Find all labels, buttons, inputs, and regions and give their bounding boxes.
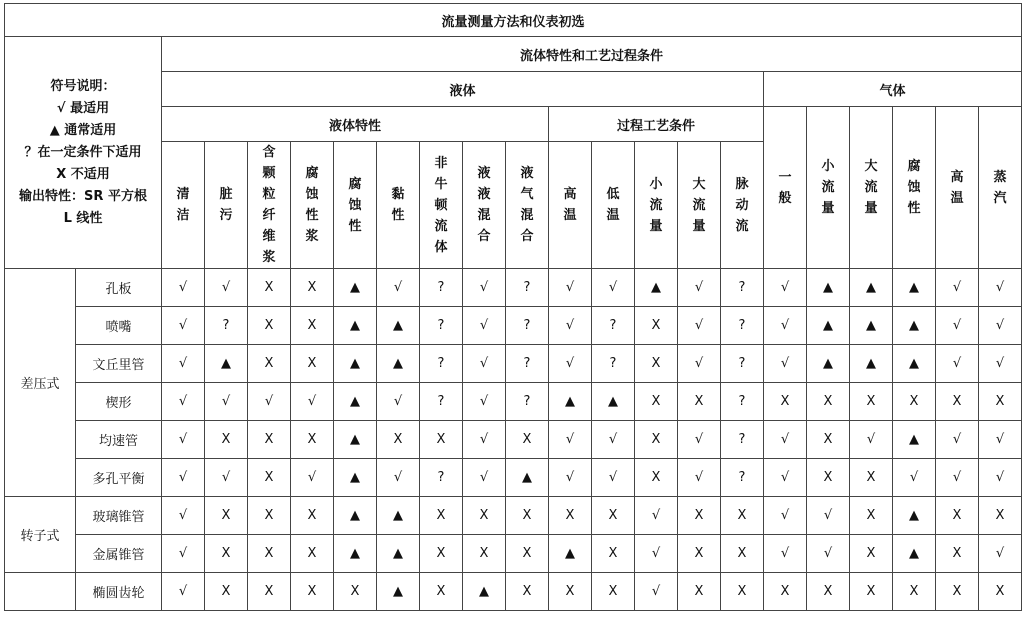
suitability-cell: ?: [721, 269, 764, 307]
column-header-label: 液气混合: [520, 166, 534, 244]
column-header-label: 腐蚀性: [348, 176, 362, 234]
suitability-cell: X: [549, 573, 592, 611]
table-row: [5, 497, 1022, 535]
suitability-cell: √: [162, 459, 205, 497]
suitability-cell: √: [893, 459, 936, 497]
suitability-cell: √: [463, 269, 506, 307]
suitability-cell: X: [334, 573, 377, 611]
suitability-cell: √: [592, 269, 635, 307]
suitability-cell: √: [592, 421, 635, 459]
suitability-cell: ▲: [377, 535, 420, 573]
table-row: [5, 535, 1022, 573]
suitability-cell: X: [807, 421, 850, 459]
suitability-cell: X: [635, 345, 678, 383]
suitability-cell: √: [162, 345, 205, 383]
header-process-conditions: 过程工艺条件: [549, 107, 764, 142]
suitability-cell: X: [936, 573, 979, 611]
column-header-label: 腐蚀性浆: [305, 166, 319, 244]
suitability-cell: X: [764, 383, 807, 421]
suitability-cell: √: [162, 307, 205, 345]
table-row: [5, 383, 1022, 421]
suitability-cell: ▲: [893, 497, 936, 535]
suitability-cell: X: [420, 535, 463, 573]
suitability-cell: X: [936, 383, 979, 421]
suitability-cell: ▲: [205, 345, 248, 383]
column-header: [807, 107, 850, 269]
suitability-cell: √: [764, 497, 807, 535]
suitability-cell: √: [549, 421, 592, 459]
suitability-cell: √: [248, 383, 291, 421]
suitability-cell: X: [291, 535, 334, 573]
column-header: [936, 107, 979, 269]
suitability-cell: √: [979, 421, 1022, 459]
suitability-cell: X: [506, 573, 549, 611]
suitability-cell: √: [764, 269, 807, 307]
meter-name-cell: 玻璃锥管: [76, 497, 162, 535]
column-header: [549, 142, 592, 269]
suitability-cell: √: [979, 459, 1022, 497]
suitability-cell: √: [850, 421, 893, 459]
suitability-cell: ▲: [850, 345, 893, 383]
suitability-cell: √: [162, 269, 205, 307]
suitability-cell: ▲: [377, 307, 420, 345]
suitability-cell: √: [592, 459, 635, 497]
column-header: [463, 142, 506, 269]
suitability-cell: √: [549, 345, 592, 383]
suitability-cell: √: [764, 459, 807, 497]
suitability-cell: ▲: [807, 345, 850, 383]
suitability-cell: ▲: [893, 535, 936, 573]
column-header: [377, 142, 420, 269]
suitability-cell: X: [248, 307, 291, 345]
suitability-cell: X: [248, 535, 291, 573]
column-header-label: 脉动流: [735, 176, 749, 234]
symbol-legend: [5, 37, 162, 269]
header-liquid: 液体: [162, 72, 764, 107]
flowmeter-selection-table: [4, 3, 1022, 611]
suitability-cell: ▲: [334, 421, 377, 459]
meter-name-cell: 均速管: [76, 421, 162, 459]
suitability-cell: ?: [506, 383, 549, 421]
suitability-cell: X: [635, 421, 678, 459]
suitability-cell: X: [506, 421, 549, 459]
suitability-cell: √: [205, 269, 248, 307]
column-header: [334, 142, 377, 269]
suitability-cell: X: [850, 497, 893, 535]
column-header: [850, 107, 893, 269]
suitability-cell: √: [205, 383, 248, 421]
suitability-cell: X: [291, 345, 334, 383]
suitability-cell: X: [205, 421, 248, 459]
suitability-cell: X: [377, 421, 420, 459]
suitability-cell: √: [463, 383, 506, 421]
suitability-cell: ?: [420, 459, 463, 497]
legend-line: √ 最适用: [56, 100, 110, 116]
suitability-cell: X: [979, 497, 1022, 535]
suitability-cell: X: [248, 497, 291, 535]
meter-name-cell: 孔板: [76, 269, 162, 307]
legend-line: ？在一定条件下适用: [24, 144, 142, 160]
meter-name-cell: 金属锥管: [76, 535, 162, 573]
column-header: [764, 107, 807, 269]
suitability-cell: √: [979, 535, 1022, 573]
suitability-cell: ▲: [334, 459, 377, 497]
suitability-cell: ?: [205, 307, 248, 345]
column-header-label: 低温: [606, 187, 620, 223]
suitability-cell: √: [463, 307, 506, 345]
suitability-cell: ▲: [377, 345, 420, 383]
suitability-cell: ▲: [893, 421, 936, 459]
meter-name-cell: 椭圆齿轮: [76, 573, 162, 611]
column-header: [205, 142, 248, 269]
suitability-cell: X: [291, 421, 334, 459]
suitability-cell: √: [635, 497, 678, 535]
suitability-cell: √: [764, 345, 807, 383]
suitability-cell: √: [635, 535, 678, 573]
suitability-cell: ▲: [850, 269, 893, 307]
table-row: [5, 421, 1022, 459]
suitability-cell: X: [678, 383, 721, 421]
suitability-cell: ▲: [549, 383, 592, 421]
suitability-cell: X: [807, 383, 850, 421]
suitability-cell: X: [721, 497, 764, 535]
suitability-cell: X: [678, 535, 721, 573]
table-row: [5, 269, 1022, 307]
suitability-cell: ▲: [549, 535, 592, 573]
suitability-cell: X: [721, 573, 764, 611]
suitability-cell: √: [635, 573, 678, 611]
column-header-label: 大流量: [864, 159, 878, 216]
suitability-cell: ▲: [807, 269, 850, 307]
suitability-cell: √: [678, 307, 721, 345]
suitability-cell: ▲: [334, 383, 377, 421]
suitability-cell: ?: [420, 345, 463, 383]
suitability-cell: √: [936, 459, 979, 497]
suitability-cell: √: [377, 383, 420, 421]
suitability-cell: √: [807, 497, 850, 535]
column-header: [678, 142, 721, 269]
column-header: [162, 142, 205, 269]
suitability-cell: √: [162, 383, 205, 421]
suitability-cell: ?: [420, 307, 463, 345]
suitability-cell: √: [463, 345, 506, 383]
suitability-cell: √: [979, 269, 1022, 307]
suitability-cell: X: [592, 573, 635, 611]
suitability-cell: X: [635, 307, 678, 345]
suitability-cell: ?: [506, 345, 549, 383]
suitability-cell: √: [936, 345, 979, 383]
suitability-cell: √: [205, 459, 248, 497]
column-header: [893, 107, 936, 269]
suitability-cell: X: [248, 345, 291, 383]
header-conditions: 流体特性和工艺过程条件: [162, 37, 1022, 72]
column-header: [291, 142, 334, 269]
suitability-cell: ▲: [893, 345, 936, 383]
suitability-cell: √: [764, 421, 807, 459]
suitability-cell: X: [291, 307, 334, 345]
suitability-cell: √: [377, 269, 420, 307]
column-header-label: 液液混合: [477, 166, 491, 244]
suitability-cell: X: [248, 459, 291, 497]
column-header: [721, 142, 764, 269]
suitability-cell: ▲: [893, 307, 936, 345]
suitability-cell: X: [936, 497, 979, 535]
meter-name-cell: 喷嘴: [76, 307, 162, 345]
column-header: [506, 142, 549, 269]
suitability-cell: √: [377, 459, 420, 497]
column-header-label: 蒸汽: [993, 169, 1007, 206]
column-header-label: 高温: [563, 187, 577, 223]
header-gas: 气体: [764, 72, 1022, 107]
suitability-cell: √: [549, 269, 592, 307]
suitability-cell: ▲: [893, 269, 936, 307]
suitability-cell: √: [549, 459, 592, 497]
suitability-cell: X: [291, 497, 334, 535]
suitability-cell: ?: [420, 269, 463, 307]
suitability-cell: X: [635, 459, 678, 497]
column-header-label: 清洁: [176, 187, 190, 223]
suitability-cell: X: [420, 421, 463, 459]
suitability-cell: X: [205, 573, 248, 611]
suitability-cell: X: [248, 421, 291, 459]
suitability-cell: ▲: [377, 573, 420, 611]
suitability-cell: X: [721, 535, 764, 573]
suitability-cell: X: [893, 383, 936, 421]
suitability-cell: √: [678, 421, 721, 459]
suitability-cell: X: [248, 269, 291, 307]
suitability-cell: X: [506, 535, 549, 573]
suitability-cell: ?: [721, 345, 764, 383]
suitability-cell: X: [248, 573, 291, 611]
column-header-label: 小流量: [649, 176, 663, 234]
column-header-label: 小流量: [821, 159, 835, 216]
meter-name-cell: 多孔平衡: [76, 459, 162, 497]
suitability-cell: √: [162, 573, 205, 611]
table-row: [5, 573, 1022, 611]
suitability-cell: ?: [420, 383, 463, 421]
suitability-cell: √: [979, 307, 1022, 345]
suitability-cell: X: [592, 497, 635, 535]
suitability-cell: √: [807, 535, 850, 573]
column-header-label: 大流量: [692, 176, 706, 234]
suitability-cell: ?: [721, 383, 764, 421]
suitability-cell: ▲: [334, 497, 377, 535]
suitability-cell: X: [463, 535, 506, 573]
suitability-cell: √: [979, 345, 1022, 383]
suitability-cell: √: [549, 307, 592, 345]
column-header-label: 脏污: [219, 187, 233, 223]
table-row: [5, 345, 1022, 383]
suitability-cell: X: [463, 497, 506, 535]
column-header-label: 非牛顿流体: [434, 155, 448, 255]
column-header-label: 含颗粒纤维浆: [262, 145, 276, 265]
header-liquid-properties: 液体特性: [162, 107, 549, 142]
suitability-cell: X: [420, 497, 463, 535]
legend-line: 符号说明：: [50, 78, 116, 94]
suitability-cell: ?: [721, 459, 764, 497]
suitability-cell: X: [205, 497, 248, 535]
column-header-label: 黏性: [391, 187, 405, 223]
column-header: [635, 142, 678, 269]
suitability-cell: ▲: [506, 459, 549, 497]
meter-name-cell: 文丘里管: [76, 345, 162, 383]
suitability-cell: √: [764, 307, 807, 345]
suitability-cell: ?: [592, 345, 635, 383]
suitability-cell: X: [850, 573, 893, 611]
suitability-cell: √: [162, 497, 205, 535]
suitability-cell: X: [291, 269, 334, 307]
suitability-cell: √: [463, 459, 506, 497]
suitability-cell: X: [678, 497, 721, 535]
suitability-cell: ?: [721, 421, 764, 459]
column-header: [420, 142, 463, 269]
suitability-cell: ?: [506, 269, 549, 307]
suitability-cell: √: [291, 459, 334, 497]
table-row: [5, 459, 1022, 497]
column-header-label: 一般: [778, 169, 792, 206]
suitability-cell: X: [506, 497, 549, 535]
suitability-cell: √: [678, 269, 721, 307]
suitability-cell: X: [936, 535, 979, 573]
suitability-cell: X: [592, 535, 635, 573]
category-cell: 转子式: [5, 497, 76, 573]
legend-line: L 线性: [63, 210, 103, 226]
flowmeter-selection-table-wrapper: [4, 3, 1022, 611]
suitability-cell: √: [936, 269, 979, 307]
suitability-cell: X: [678, 573, 721, 611]
suitability-cell: X: [893, 573, 936, 611]
suitability-cell: √: [678, 345, 721, 383]
suitability-cell: ?: [506, 307, 549, 345]
suitability-cell: ▲: [592, 383, 635, 421]
suitability-cell: ▲: [334, 307, 377, 345]
suitability-cell: ?: [592, 307, 635, 345]
table-row: [5, 307, 1022, 345]
meter-name-cell: 楔形: [76, 383, 162, 421]
legend-line: 输出特性：SR 平方根: [19, 188, 147, 204]
suitability-cell: √: [936, 307, 979, 345]
legend-line: ▲ 通常适用: [49, 122, 117, 138]
table-title: 流量测量方法和仪表初选: [5, 4, 1022, 37]
suitability-cell: ?: [721, 307, 764, 345]
suitability-cell: √: [678, 459, 721, 497]
suitability-cell: ▲: [850, 307, 893, 345]
suitability-cell: X: [635, 383, 678, 421]
suitability-cell: ▲: [807, 307, 850, 345]
legend-line: X 不适用: [56, 166, 110, 182]
column-header: [979, 107, 1022, 269]
suitability-cell: √: [936, 421, 979, 459]
suitability-cell: X: [291, 573, 334, 611]
column-header: [592, 142, 635, 269]
column-header-label: 高温: [950, 169, 964, 206]
suitability-cell: X: [807, 459, 850, 497]
suitability-cell: X: [807, 573, 850, 611]
suitability-cell: √: [291, 383, 334, 421]
suitability-cell: X: [979, 383, 1022, 421]
suitability-cell: ▲: [334, 269, 377, 307]
suitability-cell: X: [850, 383, 893, 421]
suitability-cell: √: [162, 535, 205, 573]
suitability-cell: ▲: [635, 269, 678, 307]
suitability-cell: X: [549, 497, 592, 535]
suitability-cell: ▲: [334, 535, 377, 573]
suitability-cell: ▲: [463, 573, 506, 611]
suitability-cell: X: [850, 535, 893, 573]
suitability-cell: X: [205, 535, 248, 573]
suitability-cell: X: [420, 573, 463, 611]
category-cell: [5, 573, 76, 611]
category-cell: 差压式: [5, 269, 76, 497]
suitability-cell: X: [850, 459, 893, 497]
suitability-cell: X: [764, 573, 807, 611]
suitability-cell: X: [979, 573, 1022, 611]
column-header-label: 腐蚀性: [907, 159, 921, 216]
suitability-cell: √: [162, 421, 205, 459]
suitability-cell: √: [764, 535, 807, 573]
suitability-cell: ▲: [377, 497, 420, 535]
suitability-cell: ▲: [334, 345, 377, 383]
suitability-cell: √: [463, 421, 506, 459]
column-header: [248, 142, 291, 269]
